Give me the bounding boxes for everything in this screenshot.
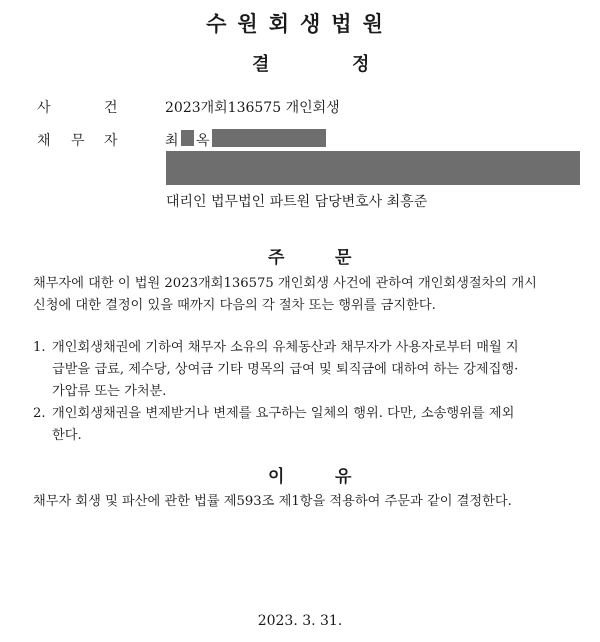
order-item-2-line2: 한다. — [52, 428, 82, 443]
reason-heading-left: 이 — [268, 467, 285, 487]
order-item-1-line3: 가압류 또는 가처분. — [52, 384, 167, 399]
redacted-address — [166, 151, 580, 185]
doc-type-left: 결 — [252, 54, 270, 75]
order-item-2-number: 2. — [33, 406, 46, 421]
decision-date: 2023. 3. 31. — [257, 613, 343, 629]
order-item-1-line2: 급받을 급료, 제수당, 상여금 기타 명목의 급여 및 퇴직금에 대하여 하는 강제집행· — [52, 362, 519, 377]
reason-heading-right: 유 — [335, 467, 352, 487]
debtor-label-1: 채 — [37, 133, 51, 149]
debtor-name-last: 옥 — [196, 133, 210, 149]
case-label-2: 건 — [104, 100, 118, 116]
order-intro-line2: 신청에 대한 결정이 있을 때까지 다음의 각 절차 또는 행위를 금지한다. — [33, 298, 436, 313]
debtor-agent: 대리인 법무법인 파트원 담당변호사 최흥준 — [166, 194, 428, 210]
debtor-name-first: 최 — [165, 133, 179, 149]
order-heading-left: 주 — [268, 248, 285, 268]
debtor-label-2: 무 — [71, 133, 85, 149]
court-name: 수원회생법원 — [206, 12, 394, 36]
order-intro-line1: 채무자에 대한 이 법원 2023개회136575 개인회생 사건에 관하여 개인회생절차의 개시 — [33, 276, 537, 291]
order-heading-right: 문 — [335, 248, 352, 268]
redacted-id — [212, 129, 326, 147]
reason-text: 채무자 회생 및 파산에 관한 법률 제593조 제1항을 적용하여 주문과 같이 결정한다. — [33, 494, 512, 509]
case-number: 2023개회136575 개인회생 — [165, 100, 340, 116]
case-label-1: 사 — [37, 100, 51, 116]
doc-type-right: 정 — [352, 54, 370, 75]
order-item-2-line1: 개인회생채권을 변제받거나 변제를 요구하는 일체의 행위. 다만, 소송행위를 제외 — [52, 406, 515, 421]
order-item-1-line1: 개인회생채권에 기하여 채무자 소유의 유체동산과 채무자가 사용자로부터 매월 지 — [52, 340, 519, 355]
redacted-name — [181, 130, 194, 146]
debtor-label-3: 자 — [104, 133, 118, 149]
order-item-1-number: 1. — [33, 340, 46, 355]
